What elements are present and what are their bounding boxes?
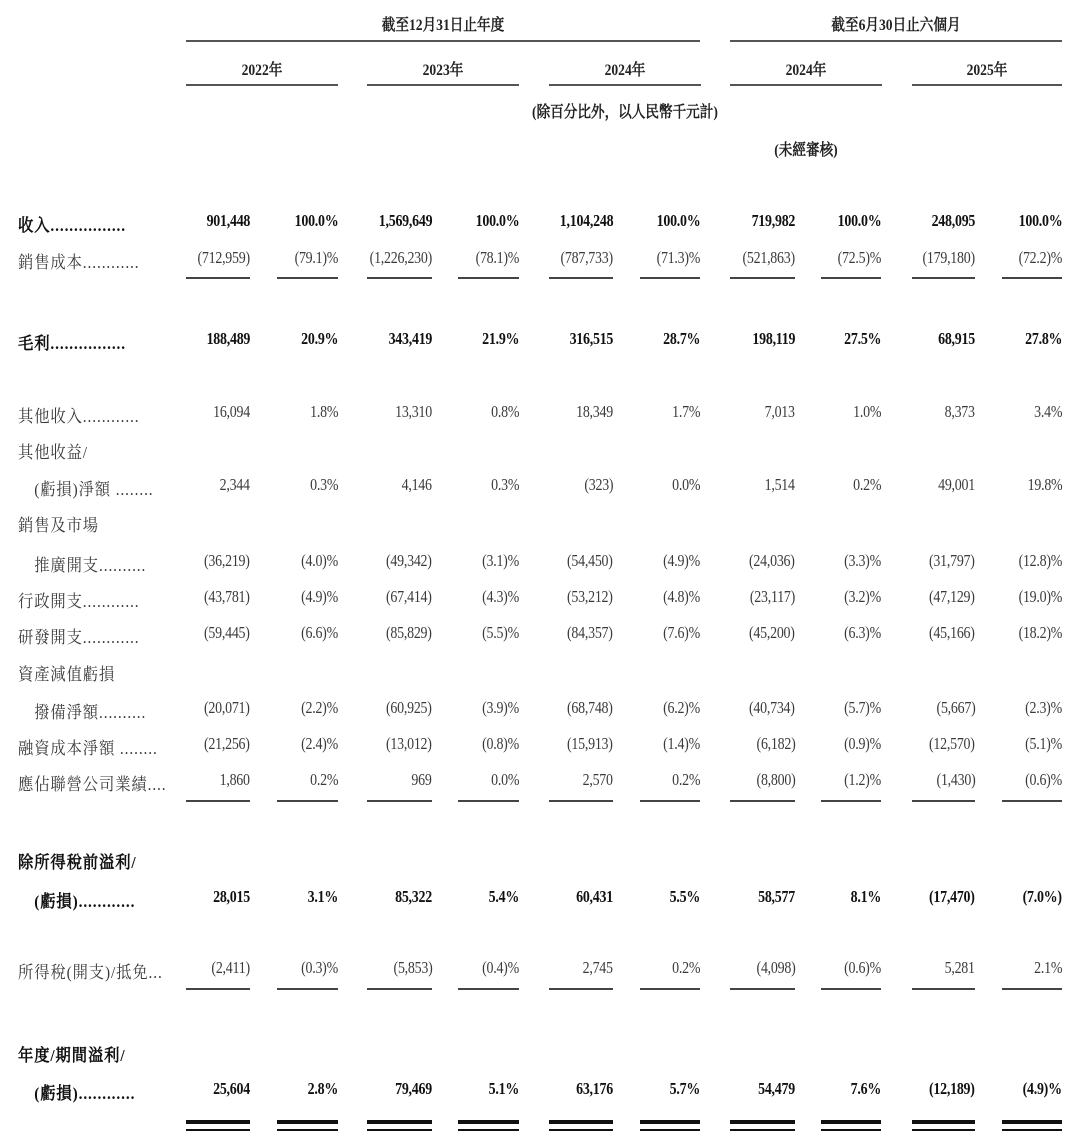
amount-cell: (47,129) (929, 587, 975, 606)
amount-cell: 1,569,649 (378, 211, 432, 230)
percent-cell: (4.0)% (301, 551, 338, 570)
amount-cell: 58,577 (758, 887, 795, 906)
subtotal-underline (367, 800, 432, 802)
subtotal-underline (367, 277, 432, 279)
subtotal-underline (458, 800, 519, 802)
unit-note: (除百分比外，以人民幣千元計) (532, 104, 718, 121)
total-double-underline (549, 1129, 613, 1131)
row-label: 除所得稅前溢利/ (18, 853, 137, 872)
total-double-underline (277, 1129, 338, 1131)
percent-cell: 28.7% (662, 329, 700, 348)
amount-cell: 901,448 (206, 211, 250, 230)
subtotal-underline (640, 277, 700, 279)
percent-cell: (0.3)% (301, 958, 338, 977)
amount-cell: (84,357) (567, 623, 613, 642)
amount-cell: (4,098) (756, 958, 795, 977)
percent-cell: 0.2% (309, 770, 338, 789)
percent-cell: (6.6)% (301, 623, 338, 642)
amount-cell: 13,310 (395, 402, 432, 421)
total-double-underline (367, 1129, 432, 1131)
percent-cell: (7.0%) (1022, 887, 1062, 906)
amount-cell: (787,733) (560, 248, 613, 267)
amount-cell: 719,982 (751, 211, 795, 230)
percent-cell: (4.9)% (663, 551, 700, 570)
amount-cell: 63,176 (576, 1079, 613, 1098)
amount-cell: (13,012) (386, 734, 432, 753)
percent-cell: (5.7)% (844, 698, 881, 717)
subtotal-underline (1002, 988, 1062, 990)
group-header-annual: 截至12月31日止年度 (381, 17, 505, 34)
amount-cell: 28,015 (213, 887, 250, 906)
total-double-underline (458, 1129, 519, 1131)
amount-cell: 60,431 (576, 887, 613, 906)
percent-cell: 100.0% (656, 211, 700, 230)
subtotal-underline (730, 277, 795, 279)
amount-cell: (1,430) (936, 770, 975, 789)
period-rule (549, 84, 701, 86)
row-label: 研發開支............ (18, 628, 140, 647)
percent-cell: (2.3)% (1025, 698, 1062, 717)
percent-cell: 19.8% (1027, 475, 1062, 494)
amount-cell: (21,256) (204, 734, 250, 753)
subtotal-underline (186, 800, 250, 802)
amount-cell: 7,013 (764, 402, 795, 421)
total-double-underline (1002, 1129, 1062, 1131)
percent-cell: (0.9)% (844, 734, 881, 753)
amount-cell: 1,860 (219, 770, 250, 789)
period-rule (912, 84, 1062, 86)
percent-cell: 100.0% (294, 211, 338, 230)
percent-cell: (0.8)% (482, 734, 519, 753)
percent-cell: (3.3)% (844, 551, 881, 570)
percent-cell: (7.6)% (663, 623, 700, 642)
amount-cell: (59,445) (204, 623, 250, 642)
percent-cell: 3.4% (1033, 402, 1062, 421)
percent-cell: (18.2)% (1018, 623, 1062, 642)
percent-cell: (3.2)% (844, 587, 881, 606)
subtotal-underline (1002, 277, 1062, 279)
amount-cell: (49,342) (386, 551, 432, 570)
percent-cell: (5.5)% (482, 623, 519, 642)
subtotal-underline (367, 988, 432, 990)
percent-cell: 0.3% (309, 475, 338, 494)
amount-cell: (45,166) (929, 623, 975, 642)
subtotal-underline (186, 277, 250, 279)
amount-cell: (712,959) (197, 248, 250, 267)
subtotal-underline (821, 800, 881, 802)
amount-cell: 18,349 (576, 402, 613, 421)
percent-cell: 5.1% (488, 1079, 519, 1098)
period-header-2025-h1: 2025年 (966, 62, 1008, 79)
subtotal-underline (912, 277, 975, 279)
percent-cell: (1.2)% (844, 770, 881, 789)
amount-cell: 969 (411, 770, 432, 789)
amount-cell: (5,853) (393, 958, 432, 977)
group-rule-annual (186, 40, 700, 42)
percent-cell: 1.7% (671, 402, 700, 421)
percent-cell: (5.1)% (1025, 734, 1062, 753)
amount-cell: (17,470) (929, 887, 975, 906)
total-double-underline (1002, 1120, 1062, 1124)
percent-cell: 0.3% (490, 475, 519, 494)
period-rule (367, 84, 519, 86)
row-label: 推廣開支.......... (18, 556, 147, 575)
percent-cell: 27.8% (1024, 329, 1062, 348)
percent-cell: (78.1)% (475, 248, 519, 267)
total-double-underline (640, 1129, 700, 1131)
percent-cell: 100.0% (1018, 211, 1062, 230)
percent-cell: (2.4)% (301, 734, 338, 753)
amount-cell: 198,119 (752, 329, 795, 348)
row-label: 融資成本淨額 ........ (18, 739, 158, 758)
percent-cell: 5.4% (488, 887, 519, 906)
amount-cell: 248,095 (931, 211, 975, 230)
total-double-underline (640, 1120, 700, 1124)
amount-cell: 343,419 (388, 329, 432, 348)
row-label: 毛利................ (18, 334, 126, 353)
row-label: (虧損)............ (18, 1084, 136, 1103)
percent-cell: 2.8% (307, 1079, 338, 1098)
total-double-underline (549, 1120, 613, 1124)
percent-cell: (79.1)% (294, 248, 338, 267)
percent-cell: 7.6% (850, 1079, 881, 1098)
subtotal-underline (1002, 800, 1062, 802)
period-header-2022: 2022年 (241, 62, 283, 79)
total-double-underline (821, 1120, 881, 1124)
period-rule (730, 84, 882, 86)
subtotal-underline (458, 988, 519, 990)
amount-cell: (45,200) (749, 623, 795, 642)
period-header-2023: 2023年 (422, 62, 464, 79)
amount-cell: (323) (584, 475, 613, 494)
amount-cell: (60,925) (386, 698, 432, 717)
amount-cell: 25,604 (213, 1079, 250, 1098)
percent-cell: 2.1% (1033, 958, 1062, 977)
total-double-underline (186, 1120, 250, 1124)
amount-cell: (20,071) (204, 698, 250, 717)
percent-cell: 100.0% (475, 211, 519, 230)
percent-cell: (4.9)% (1022, 1079, 1062, 1098)
subtotal-underline (549, 988, 613, 990)
amount-cell: 54,479 (758, 1079, 795, 1098)
row-label: 銷售及市場 (18, 516, 99, 535)
percent-cell: (72.2)% (1018, 248, 1062, 267)
row-label: 其他收益/ (18, 443, 88, 462)
percent-cell: 0.2% (671, 958, 700, 977)
percent-cell: 3.1% (307, 887, 338, 906)
unaudited-note: (未經審核) (774, 142, 838, 159)
row-label: 撥備淨額.......... (18, 703, 147, 722)
total-double-underline (821, 1129, 881, 1131)
subtotal-underline (549, 277, 613, 279)
subtotal-underline (458, 277, 519, 279)
percent-cell: (4.3)% (482, 587, 519, 606)
amount-cell: 1,104,248 (559, 211, 613, 230)
amount-cell: 5,281 (944, 958, 975, 977)
amount-cell: (31,797) (929, 551, 975, 570)
total-double-underline (186, 1129, 250, 1131)
total-double-underline (730, 1129, 795, 1131)
percent-cell: (12.8)% (1018, 551, 1062, 570)
subtotal-underline (821, 988, 881, 990)
amount-cell: (521,863) (742, 248, 795, 267)
amount-cell: (24,036) (749, 551, 795, 570)
amount-cell: 49,001 (938, 475, 975, 494)
row-label: 年度/期間溢利/ (18, 1046, 126, 1065)
group-rule-interim (730, 40, 1062, 42)
percent-cell: 0.2% (671, 770, 700, 789)
total-double-underline (912, 1120, 975, 1124)
total-double-underline (277, 1120, 338, 1124)
subtotal-underline (186, 988, 250, 990)
subtotal-underline (277, 277, 338, 279)
percent-cell: (72.5)% (837, 248, 881, 267)
total-double-underline (367, 1120, 432, 1124)
amount-cell: (12,570) (929, 734, 975, 753)
percent-cell: (6.3)% (844, 623, 881, 642)
percent-cell: 20.9% (300, 329, 338, 348)
subtotal-underline (640, 800, 700, 802)
amount-cell: (6,182) (756, 734, 795, 753)
amount-cell: (53,212) (567, 587, 613, 606)
percent-cell: (4.9)% (301, 587, 338, 606)
row-label: 銷售成本............ (18, 253, 140, 272)
subtotal-underline (730, 988, 795, 990)
percent-cell: 1.8% (309, 402, 338, 421)
subtotal-underline (730, 800, 795, 802)
total-double-underline (458, 1120, 519, 1124)
percent-cell: 5.7% (669, 1079, 700, 1098)
percent-cell: 0.8% (490, 402, 519, 421)
total-double-underline (730, 1120, 795, 1124)
row-label: 其他收入............ (18, 407, 140, 426)
amount-cell: 2,570 (582, 770, 613, 789)
amount-cell: 79,469 (395, 1079, 432, 1098)
percent-cell: (71.3)% (656, 248, 700, 267)
percent-cell: (2.2)% (301, 698, 338, 717)
amount-cell: (85,829) (386, 623, 432, 642)
percent-cell: (0.6)% (844, 958, 881, 977)
amount-cell: 188,489 (206, 329, 250, 348)
row-label: 收入................ (18, 216, 126, 235)
amount-cell: (36,219) (204, 551, 250, 570)
percent-cell: (0.6)% (1025, 770, 1062, 789)
period-rule (186, 84, 338, 86)
group-header-interim: 截至6月30日止六個月 (831, 17, 961, 34)
percent-cell: 8.1% (850, 887, 881, 906)
amount-cell: 16,094 (213, 402, 250, 421)
amount-cell: (179,180) (922, 248, 975, 267)
percent-cell: 5.5% (669, 887, 700, 906)
percent-cell: (4.8)% (663, 587, 700, 606)
amount-cell: (15,913) (567, 734, 613, 753)
row-label: 所得稅(開支)/抵免... (18, 963, 163, 982)
subtotal-underline (277, 988, 338, 990)
amount-cell: 316,515 (569, 329, 613, 348)
amount-cell: (23,117) (749, 587, 795, 606)
amount-cell: (5,667) (936, 698, 975, 717)
subtotal-underline (912, 988, 975, 990)
row-label: (虧損)............ (18, 892, 136, 911)
percent-cell: 0.0% (671, 475, 700, 494)
amount-cell: 85,322 (395, 887, 432, 906)
percent-cell: 0.0% (490, 770, 519, 789)
amount-cell: (43,781) (204, 587, 250, 606)
amount-cell: 2,344 (219, 475, 250, 494)
amount-cell: (40,734) (749, 698, 795, 717)
amount-cell: 8,373 (944, 402, 975, 421)
percent-cell: (3.9)% (482, 698, 519, 717)
percent-cell: 0.2% (852, 475, 881, 494)
amount-cell: (8,800) (756, 770, 795, 789)
percent-cell: 27.5% (843, 329, 881, 348)
row-label: (虧損)淨額 ........ (18, 480, 154, 499)
subtotal-underline (640, 988, 700, 990)
percent-cell: (19.0)% (1018, 587, 1062, 606)
subtotal-underline (549, 800, 613, 802)
percent-cell: 100.0% (837, 211, 881, 230)
percent-cell: (1.4)% (663, 734, 700, 753)
subtotal-underline (912, 800, 975, 802)
percent-cell: 1.0% (852, 402, 881, 421)
percent-cell: (0.4)% (482, 958, 519, 977)
amount-cell: (54,450) (567, 551, 613, 570)
subtotal-underline (821, 277, 881, 279)
row-label: 行政開支............ (18, 592, 140, 611)
amount-cell: (67,414) (386, 587, 432, 606)
amount-cell: 2,745 (582, 958, 613, 977)
total-double-underline (912, 1129, 975, 1131)
period-header-2024-h1: 2024年 (785, 62, 827, 79)
subtotal-underline (277, 800, 338, 802)
amount-cell: (1,226,230) (369, 248, 432, 267)
percent-cell: (6.2)% (663, 698, 700, 717)
row-label: 應佔聯營公司業績.... (18, 775, 167, 794)
amount-cell: (2,411) (211, 958, 250, 977)
amount-cell: (68,748) (567, 698, 613, 717)
period-header-2024: 2024年 (604, 62, 646, 79)
percent-cell: 21.9% (481, 329, 519, 348)
amount-cell: 1,514 (764, 475, 795, 494)
amount-cell: 4,146 (401, 475, 432, 494)
amount-cell: (12,189) (929, 1079, 975, 1098)
percent-cell: (3.1)% (482, 551, 519, 570)
row-label: 資產減值虧損 (18, 665, 116, 684)
amount-cell: 68,915 (938, 329, 975, 348)
